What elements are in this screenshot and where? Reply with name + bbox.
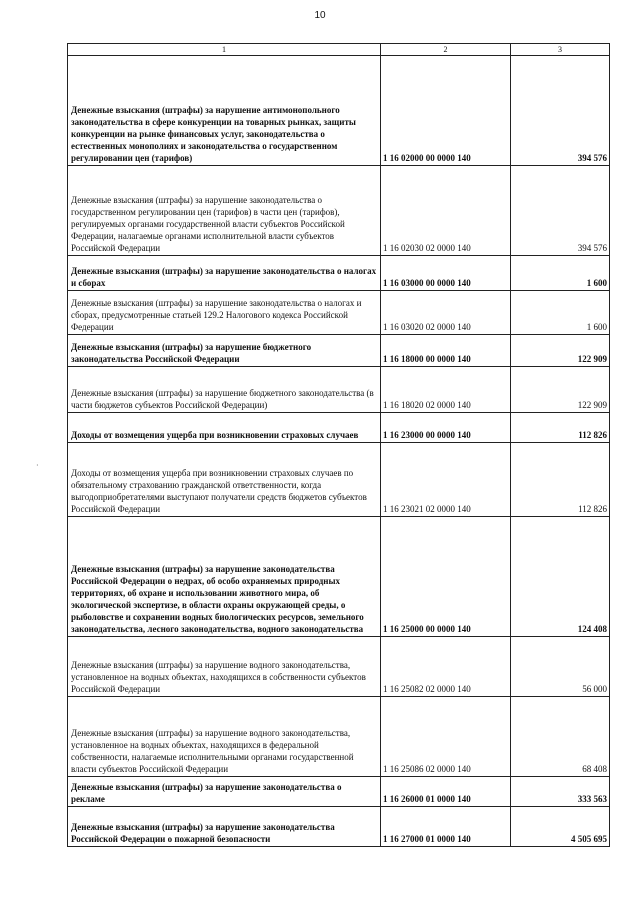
revenue-table <box>67 43 610 847</box>
row-description: Денежные взыскания (штрафы) за нарушение бюджетного законодательства Российской Федерации <box>68 335 381 367</box>
table-row <box>68 335 610 367</box>
row-description: Доходы от возмещения ущерба при возникновении страховых случаев по обязательному страхованию гражданской ответственности, когда выгодоприобретателями выступают получатели средств бюджетов субъектов Российской Федерации <box>68 443 381 517</box>
row-description: Денежные взыскания (штрафы) за нарушение законодательства о государственном регулировании цен (тарифов) в части цен (тарифов), регулируемых органами государственной власти субъектов Российской Федерации, налагаемые органами исполнительной власти субъектов Российской Федерации <box>68 166 381 256</box>
row-amount: 122 909 <box>511 335 610 367</box>
column-header-1: 1 <box>68 44 381 56</box>
row-amount: 112 826 <box>511 413 610 443</box>
row-code: 1 16 03000 00 0000 140 <box>381 256 511 291</box>
row-code: 1 16 23021 02 0000 140 <box>381 443 511 517</box>
row-description: Денежные взыскания (штрафы) за нарушение водного законодательства, установленное на водных объектах, находящихся в собственности субъектов Российской Федерации <box>68 637 381 697</box>
table-row <box>68 637 610 697</box>
row-amount: 1 600 <box>511 256 610 291</box>
row-amount: 112 826 <box>511 443 610 517</box>
row-description: Денежные взыскания (штрафы) за нарушение законодательства о рекламе <box>68 777 381 807</box>
margin-mark: · <box>36 461 39 470</box>
page-number: 10 <box>314 10 326 21</box>
row-code: 1 16 23000 00 0000 140 <box>381 413 511 443</box>
row-code: 1 16 02000 00 0000 140 <box>381 56 511 166</box>
row-code: 1 16 02030 02 0000 140 <box>381 166 511 256</box>
row-code: 1 16 18020 02 0000 140 <box>381 367 511 413</box>
row-amount: 68 408 <box>511 697 610 777</box>
row-code: 1 16 03020 02 0000 140 <box>381 291 511 335</box>
row-description: Денежные взыскания (штрафы) за нарушение законодательства о налогах и сборах <box>68 256 381 291</box>
table-row <box>68 56 610 166</box>
row-amount: 124 408 <box>511 517 610 637</box>
row-amount: 394 576 <box>511 56 610 166</box>
table-row <box>68 517 610 637</box>
row-amount: 56 000 <box>511 637 610 697</box>
table-header-row <box>68 44 610 56</box>
row-amount: 4 505 695 <box>511 807 610 847</box>
table-row <box>68 697 610 777</box>
row-description: Денежные взыскания (штрафы) за нарушение законодательства Российской Федерации о пожарной безопасности <box>68 807 381 847</box>
row-amount: 122 909 <box>511 367 610 413</box>
row-code: 1 16 27000 01 0000 140 <box>381 807 511 847</box>
row-code: 1 16 25082 02 0000 140 <box>381 637 511 697</box>
row-code: 1 16 25086 02 0000 140 <box>381 697 511 777</box>
row-amount: 333 563 <box>511 777 610 807</box>
row-amount: 394 576 <box>511 166 610 256</box>
row-description: Денежные взыскания (штрафы) за нарушение законодательства Российской Федерации о недрах, об особо охраняемых природных территориях, об охране и использовании животного мира, об экологической экспертизе, в области охраны окружающей среды, о рыболовстве и сохранении водных биологических ресурсов, земельного законодательства, лесного законодательства, водного законодательства <box>68 517 381 637</box>
column-header-2: 2 <box>381 44 511 56</box>
table-row <box>68 256 610 291</box>
row-code: 1 16 26000 01 0000 140 <box>381 777 511 807</box>
table-row <box>68 367 610 413</box>
table-row <box>68 291 610 335</box>
column-header-3: 3 <box>511 44 610 56</box>
row-description: Денежные взыскания (штрафы) за нарушение водного законодательства, установленное на водных объектах, находящихся в федеральной собственности, налагаемые исполнительными органами государственной власти субъектов Российской Федерации <box>68 697 381 777</box>
table-row <box>68 777 610 807</box>
row-description: Денежные взыскания (штрафы) за нарушение бюджетного законодательства (в части бюджетов субъектов Российской Федерации) <box>68 367 381 413</box>
row-description: Денежные взыскания (штрафы) за нарушение антимонопольного законодательства в сфере конкуренции на товарных рынках, защиты конкуренции на рынке финансовых услуг, законодательства о естественных монополиях и законодательства о государственном регулировании цен (тарифов) <box>68 56 381 166</box>
table-row <box>68 443 610 517</box>
row-amount: 1 600 <box>511 291 610 335</box>
row-description: Денежные взыскания (штрафы) за нарушение законодательства о налогах и сборах, предусмотренные статьей 129.2 Налогового кодекса Российской Федерации <box>68 291 381 335</box>
row-description: Доходы от возмещения ущерба при возникновении страховых случаев <box>68 413 381 443</box>
table-row <box>68 166 610 256</box>
table-row <box>68 807 610 847</box>
table-row <box>68 413 610 443</box>
row-code: 1 16 18000 00 0000 140 <box>381 335 511 367</box>
row-code: 1 16 25000 00 0000 140 <box>381 517 511 637</box>
